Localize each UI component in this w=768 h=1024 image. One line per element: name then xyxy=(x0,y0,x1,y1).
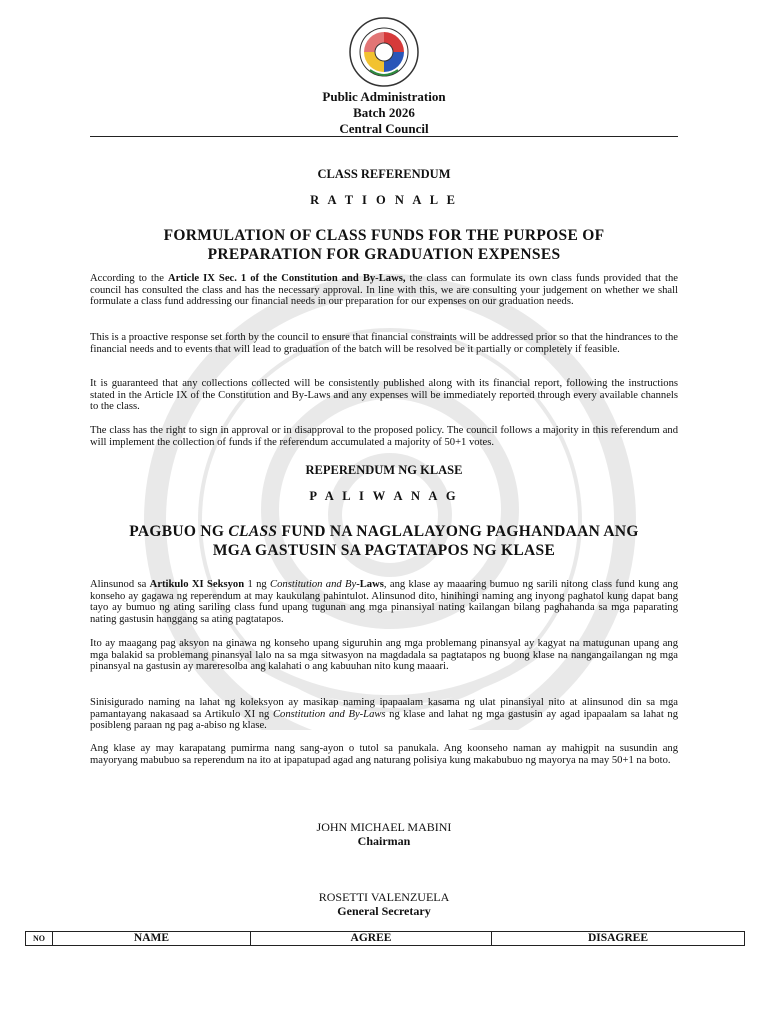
header-batch: Batch 2026 xyxy=(353,105,415,120)
header-program: Public Administration xyxy=(322,89,446,104)
filipino-paragraph-4: Ang klase ay may karapatang pumirma nang sang-ayon o tutol sa panukala. Ang koonseho naman ay mahigpit na susundin ang mayoryang mabubuo sa reperendum na ito at ipapatupad agad ang naturang polisiya kung makabubuo ng mayorya na may 50+1 na boto. xyxy=(90,743,678,766)
filipino-paragraph-2: Ito ay maagang pag aksyon na ginawa ng konseho upang siguruhin ang mga problemang pinansyal ay kagyat na matugunan upang ang mga balakid sa problemang pinansyal lalo na sa mga sitwasyon na magdadala sa pagtatapos ng buong klase na nangangailangan ng mga pinansyal na gastusin ay mareresolba ang kalahati o ang kabuuhan nito kung maaari. xyxy=(90,638,678,673)
english-paragraph-2: This is a proactive response set forth by the council to ensure that financial constraints will be addressed prior so that the hindrances to the financial needs and to events that will lead to graduation of the batch will be resolved be it partially or completely if feasible. xyxy=(90,332,678,355)
secretary-name: ROSETTI VALENZUELA xyxy=(318,890,450,904)
english-title-line-2: PREPARATION FOR GRADUATION EXPENSES xyxy=(207,246,561,263)
table-header-row xyxy=(26,932,745,946)
english-paragraph-3: It is guaranteed that any collections collected will be consistently published along with its financial report, following the instructions stated in the Article IX of the Constitution and By-Laws and any expenses will be immediately reported through every available channels to the class. xyxy=(90,378,678,413)
chairman-title: Chairman xyxy=(357,834,411,848)
english-paragraph-1: According to the Article IX Sec. 1 of the Constitution and By-Laws, the class can formulate its own class funds provided that the council has consulted the class and has the necessary approval. In line with this, we are consulting your judgement on whether we shall formulate a class fund addressing our financial needs in our preparation for our expenses on our graduation needs. xyxy=(90,273,678,308)
college-logo xyxy=(348,16,420,88)
chairman-name: JOHN MICHAEL MABINI xyxy=(316,820,452,834)
filipino-title-line-2: MGA GASTUSIN SA PAGTATAPOS NG KLASE xyxy=(212,542,556,559)
signature-table xyxy=(25,931,745,946)
filipino-paragraph-1: Alinsunod sa Artikulo XI Seksyon 1 ng Constitution and By-Laws, ang klase ay maaaring bumuo ng sarili nitong class fund kung ang konseho ay gagawa ng reperendum at may kaukulang pahintulot. Alinsunod dito, hinihingi naming ang inyong paghatol kung dapat bang tayo ay bumuo ng ating sariling class fund upang tugunan ang mga pinansiyal nating kailangan bilang paghahanda sa mga paparating nating gastusin hanggang sa ating pagtatapos. xyxy=(90,579,678,625)
english-heading: CLASS REFERENDUM xyxy=(317,167,451,181)
filipino-heading: REPERENDUM NG KLASE xyxy=(305,463,463,477)
secretary-title: General Secretary xyxy=(337,904,431,918)
english-paragraph-4: The class has the right to sign in approval or in disapproval to the proposed policy. The council follows a majority in this referendum and will implement the collection of funds if the referendum accumulated a majority of 50+1 votes. xyxy=(90,425,678,448)
english-subheading: R A T I O N A L E xyxy=(310,193,458,207)
filipino-subheading: P A L I W A N A G xyxy=(309,489,459,503)
column-header-disagree: DISAGREE xyxy=(492,932,745,946)
column-header-no: NO xyxy=(26,932,53,946)
filipino-paragraph-3: Sinisigurado naming na lahat ng koleksyon ay masikap naming ipapaalam kasama ng ulat pinansiyal nito at alinsunod din sa mga pamantayang nakasaad sa Artikulo XI ng Constitution and By-Laws ng klase and lahat ng mga gastusin ay agad ipapaalam sa lahat ng posibleng paraan ng pag a-abiso ng klase. xyxy=(90,697,678,732)
header-council: Central Council xyxy=(339,121,429,136)
column-header-agree: AGREE xyxy=(251,932,492,946)
filipino-title-line-1: PAGBUO NG CLASS FUND NA NAGLALAYONG PAGHANDAAN ANG xyxy=(129,523,639,540)
column-header-name: NAME xyxy=(53,932,251,946)
english-title-line-1: FORMULATION OF CLASS FUNDS FOR THE PURPOSE OF xyxy=(163,227,605,244)
header-divider xyxy=(90,136,678,137)
